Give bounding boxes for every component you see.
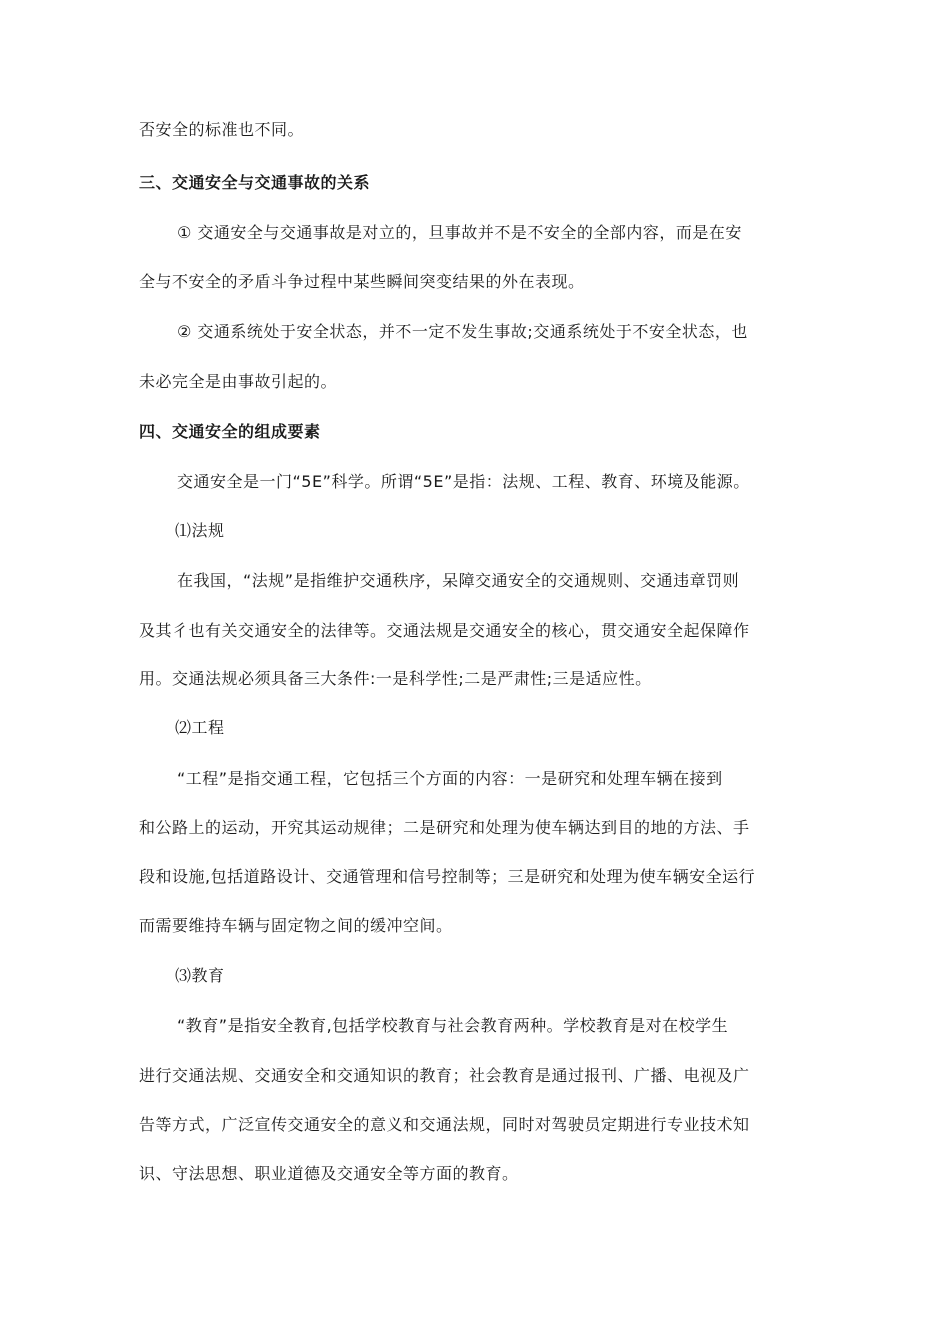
body-text-line: 告等方式，广泛宣传交通安全的意义和交通法规，同时对驾驶员定期进行专业技术知 bbox=[139, 1115, 750, 1134]
subsection-heading: ⑵工程 bbox=[175, 718, 225, 737]
section-heading: 四、交通安全的组成要素 bbox=[139, 422, 321, 441]
section-heading: 三、交通安全与交通事故的关系 bbox=[139, 173, 371, 192]
subsection-heading: ⑴法规 bbox=[175, 521, 225, 540]
body-text-line: 及其彳也有关交通安全的法律等。交通法规是交通安全的核心，贯交通安全起保障作 bbox=[139, 621, 750, 640]
body-text-line: 未必完全是由事故引起的。 bbox=[139, 372, 338, 391]
body-text-line: 而需要维持车辆与固定物之间的缓冲空间。 bbox=[139, 916, 453, 935]
subsection-heading: ⑶教育 bbox=[175, 966, 225, 985]
body-text-line: ① 交通安全与交通事故是对立的，旦事故并不是不安全的全部内容，而是在安 bbox=[177, 223, 742, 242]
body-text-line: “教育”是指安全教育,包括学校教育与社会教育两种。学校教育是对在校学生 bbox=[177, 1016, 729, 1035]
body-text-line: 在我国，“法规”是指维护交通秩序，呆障交通安全的交通规则、交通违章罚则 bbox=[177, 571, 740, 590]
body-text-line: 进行交通法规、交通安全和交通知识的教育；社会教育是通过报刊、广播、电视及广 bbox=[139, 1066, 750, 1085]
body-text-line: 用。交通法规必须具备三大条件:一是科学性;二是严肃性;三是适应性。 bbox=[139, 669, 652, 688]
body-text-line: 和公路上的运动，开究其运动规律；二是研究和处理为使车辆达到目的地的方法、手 bbox=[139, 818, 750, 837]
body-text-line: 全与不安全的矛盾斗争过程中某些瞬间突变结果的外在表现。 bbox=[139, 272, 585, 291]
body-text-line: 段和设施,包括道路设计、交通管理和信号控制等；三是研究和处理为使车辆安全运行 bbox=[139, 867, 756, 886]
body-text-line: 否安全的标准也不同。 bbox=[139, 120, 305, 139]
body-text-line: 识、守法思想、职业道德及交通安全等方面的教育。 bbox=[139, 1164, 519, 1183]
body-text-line: ② 交通系统处于安全状态，并不一定不发生事故;交通系统处于不安全状态，也 bbox=[177, 322, 748, 341]
body-text-line: 交通安全是一门“5E”科学。所谓“5E”是指：法规、工程、教育、环境及能源。 bbox=[177, 472, 750, 491]
body-text-line: “工程”是指交通工程，它包括三个方面的内容：一是研究和处理车辆在接到 bbox=[177, 769, 723, 788]
